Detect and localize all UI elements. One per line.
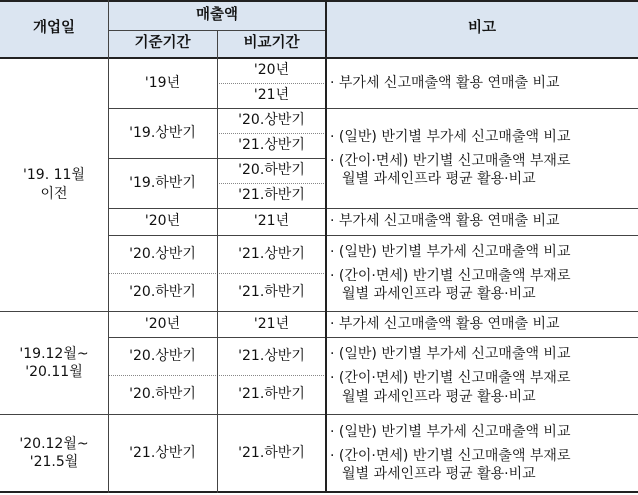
base-period-cell: '19년 [144,74,181,91]
compare-period-cell: '21.하반기 [238,187,305,204]
note-annual: · 부가세 신고매출액 활용 연매출 비교 [330,74,560,91]
grid-line [217,133,326,134]
compare-period-cell: '21.상반기 [238,137,305,154]
note-annual: · 부가세 신고매출액 활용 연매출 비교 [330,213,560,230]
base-period-cell: '20년 [144,213,181,230]
header-sales: 매출액 [108,0,326,30]
group-open-date: '19.12월~ '20.11월 [19,345,89,380]
base-period-cell: '21.상반기 [129,444,196,461]
header-base-period: 기준기간 [108,30,217,57]
header-compare-period: 비교기간 [217,30,326,57]
grid-line [108,208,638,209]
base-period-cell: '20년 [144,316,181,333]
base-period-cell: '20.하반기 [129,283,196,300]
note-half-year: · (일반) 반기별 부가세 신고매출액 비교 · (간이·면세) 반기별 신고매출액 부재로 월별 과세인프라 평균 활용·비교 [330,128,571,188]
compare-period-cell: '21.하반기 [238,386,305,403]
table-top-border [0,0,638,2]
grid-line [217,183,326,184]
base-period-cell: '20.상반기 [129,245,196,262]
compare-period-cell: '20.하반기 [238,162,305,179]
grid-line [325,0,327,493]
base-period-cell: '19.하반기 [129,174,196,191]
compare-period-cell: '21.상반기 [238,245,305,262]
grid-line [108,337,638,338]
header-open-date: 개업일 [0,0,108,57]
compare-period-cell: '21.하반기 [238,283,305,300]
compare-period-cell: '21.상반기 [238,347,305,364]
compare-period-cell: '21.하반기 [238,444,305,461]
base-period-cell: '20.상반기 [129,347,196,364]
note-half-year: · (일반) 반기별 부가세 신고매출액 비교 · (간이·면세) 반기별 신고매출액 부재로 월별 과세인프라 평균 활용·비교 [330,423,571,483]
note-half-year: · (일반) 반기별 부가세 신고매출액 비교 · (간이·면세) 반기별 신고매출액 부재로 월별 과세인프라 평균 활용·비교 [330,346,571,405]
compare-period-cell: '20.상반기 [238,112,305,129]
group-open-date: '20.12월~ '21.5월 [19,435,89,470]
compare-period-cell: '20년 [253,62,290,79]
base-period-cell: '20.하반기 [129,386,196,403]
grid-line [217,30,218,493]
grid-line [108,108,638,109]
group-open-date: '19. 11월 이전 [23,167,85,202]
table-bottom-border [0,491,638,493]
note-annual: · 부가세 신고매출액 활용 연매출 비교 [330,316,560,333]
base-period-cell: '19.상반기 [129,124,196,141]
grid-line [217,83,326,84]
header-note: 비고 [326,0,638,57]
compare-period-cell: '21년 [253,316,290,333]
compare-period-cell: '21년 [253,213,290,230]
note-half-year: · (일반) 반기별 부가세 신고매출액 비교 · (간이·면세) 반기별 신고매출액 부재로 월별 과세인프라 평균 활용·비교 [330,243,571,303]
grid-line [108,0,109,493]
compare-period-cell: '21년 [253,87,290,104]
header-bottom-border [0,57,638,59]
grid-line [0,311,638,312]
grid-line [108,235,638,236]
grid-line [0,414,638,415]
